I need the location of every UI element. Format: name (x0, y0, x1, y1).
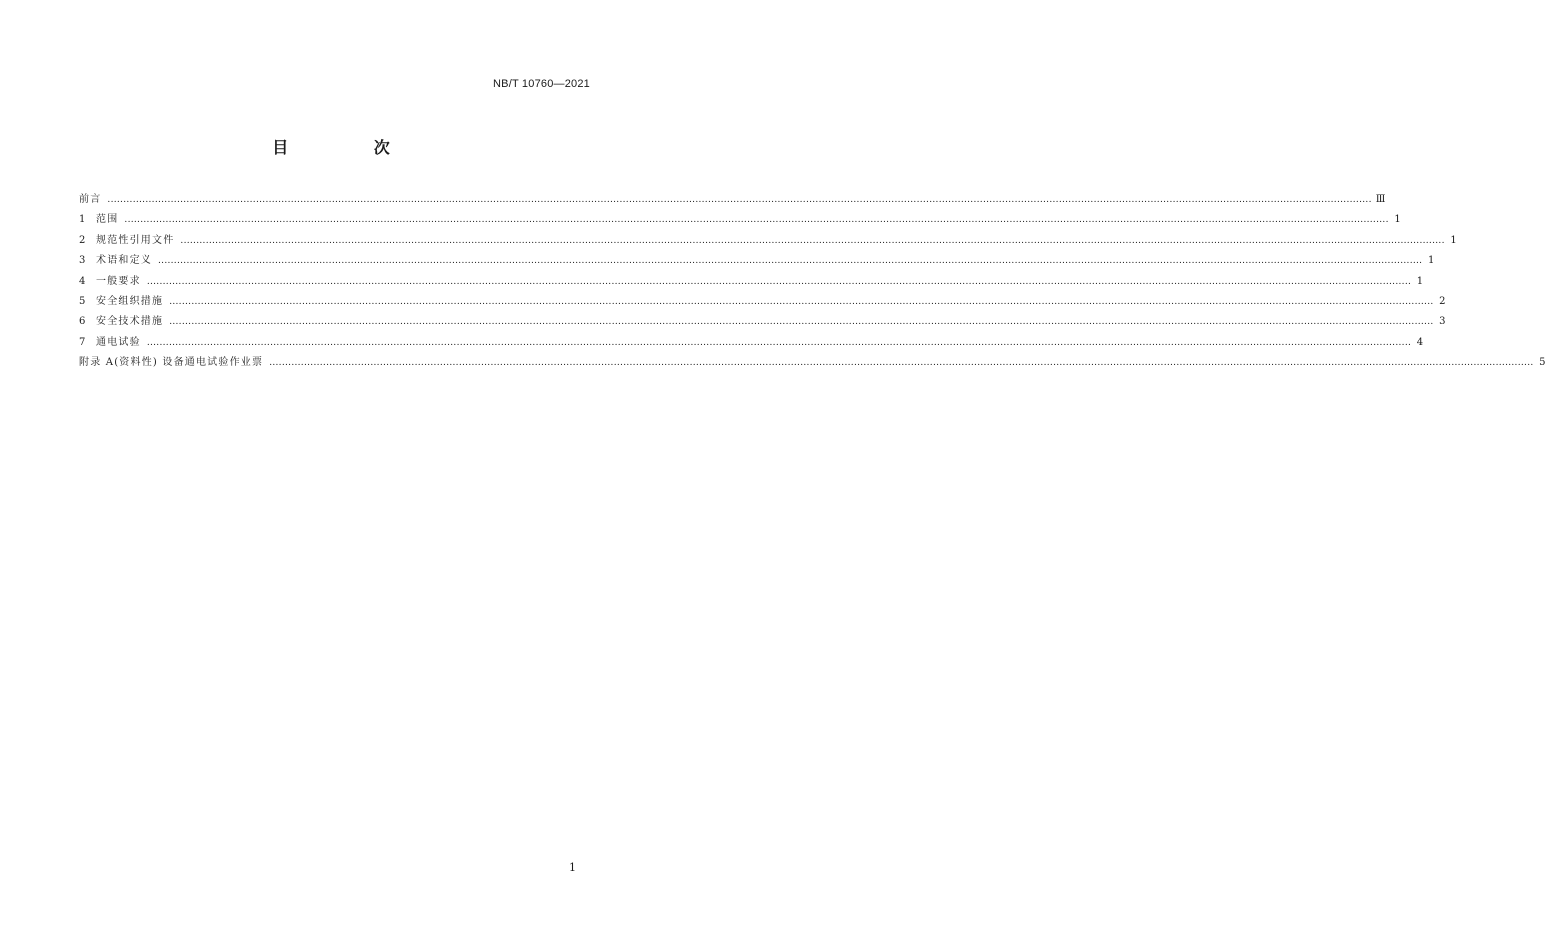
toc-entry-4[interactable] (79, 272, 1424, 292)
toc-leader-dots: ................................................................................................................................................................................................................................................................................................................................................................................................................ (124, 215, 1389, 226)
toc-entry-1[interactable] (79, 210, 1401, 230)
toc-entry-2[interactable] (79, 231, 1457, 251)
toc-entry-label: 通电试验 (96, 336, 141, 348)
toc-entry-label: 安全组织措施 (96, 295, 164, 307)
toc-entry-3[interactable] (79, 251, 1435, 271)
toc-leader-dots: ................................................................................................................................................................................................................................................................................................................................................................................................................ (169, 317, 1434, 328)
page-number: 1 (569, 861, 576, 874)
toc-entry-label: 术语和定义 (96, 255, 152, 267)
toc-entry-label: 安全技术措施 (96, 316, 164, 328)
toc-entry-5[interactable] (79, 292, 1446, 312)
toc-entry-page: 5 (1539, 357, 1546, 369)
toc-entry-page: 1 (1416, 275, 1424, 287)
standard-code: NB/T 10760—2021 (493, 78, 590, 90)
toc-leader-dots: ................................................................................................................................................................................................................................................................................................................................................................................................................ (158, 256, 1423, 267)
toc-entry-label: 规范性引用文件 (96, 234, 175, 246)
toc-entry-appendix-a[interactable] (79, 353, 1546, 373)
toc-entry-6[interactable] (79, 312, 1446, 332)
toc-entry-page: 3 (1439, 316, 1446, 328)
toc-entry-label: 一般要求 (96, 275, 141, 287)
toc-leader-dots: ................................................................................................................................................................................................................................................................................................................................................................................................................ (180, 235, 1445, 246)
toc-entry-page: Ⅲ (1375, 194, 1386, 205)
table-of-contents (79, 190, 1546, 374)
toc-leader-dots: ................................................................................................................................................................................................................................................................................................................................................................................................................ (269, 358, 1534, 369)
toc-entry-number: 5 (79, 295, 86, 307)
toc-entry-number: 6 (79, 316, 86, 328)
toc-entry-number: 3 (79, 255, 86, 267)
toc-entry-number: 7 (79, 336, 86, 348)
toc-entry-number: 1 (79, 214, 86, 226)
toc-entry-foreword[interactable] (79, 190, 1386, 210)
page-title: 目 次 (272, 138, 430, 157)
toc-entry-number: 4 (79, 275, 86, 287)
toc-entry-label: 范围 (96, 214, 119, 226)
toc-entry-label: 前言 (79, 194, 102, 205)
toc-entry-page: 1 (1427, 255, 1435, 267)
toc-entry-label: 附录 A(资料性) 设备通电试验作业票 (79, 357, 264, 369)
toc-entry-page: 1 (1450, 234, 1457, 246)
toc-entry-7[interactable] (79, 333, 1424, 353)
toc-entry-page: 1 (1394, 214, 1401, 226)
toc-entry-number: 2 (79, 234, 86, 246)
toc-leader-dots: ................................................................................................................................................................................................................................................................................................................................................................................................................ (146, 276, 1412, 287)
toc-leader-dots: ................................................................................................................................................................................................................................................................................................................................................................................................................ (107, 195, 1372, 205)
toc-entry-page: 4 (1416, 336, 1424, 348)
toc-leader-dots: ................................................................................................................................................................................................................................................................................................................................................................................................................ (169, 296, 1434, 307)
toc-entry-page: 2 (1439, 295, 1446, 307)
toc-leader-dots: ................................................................................................................................................................................................................................................................................................................................................................................................................ (146, 337, 1412, 348)
